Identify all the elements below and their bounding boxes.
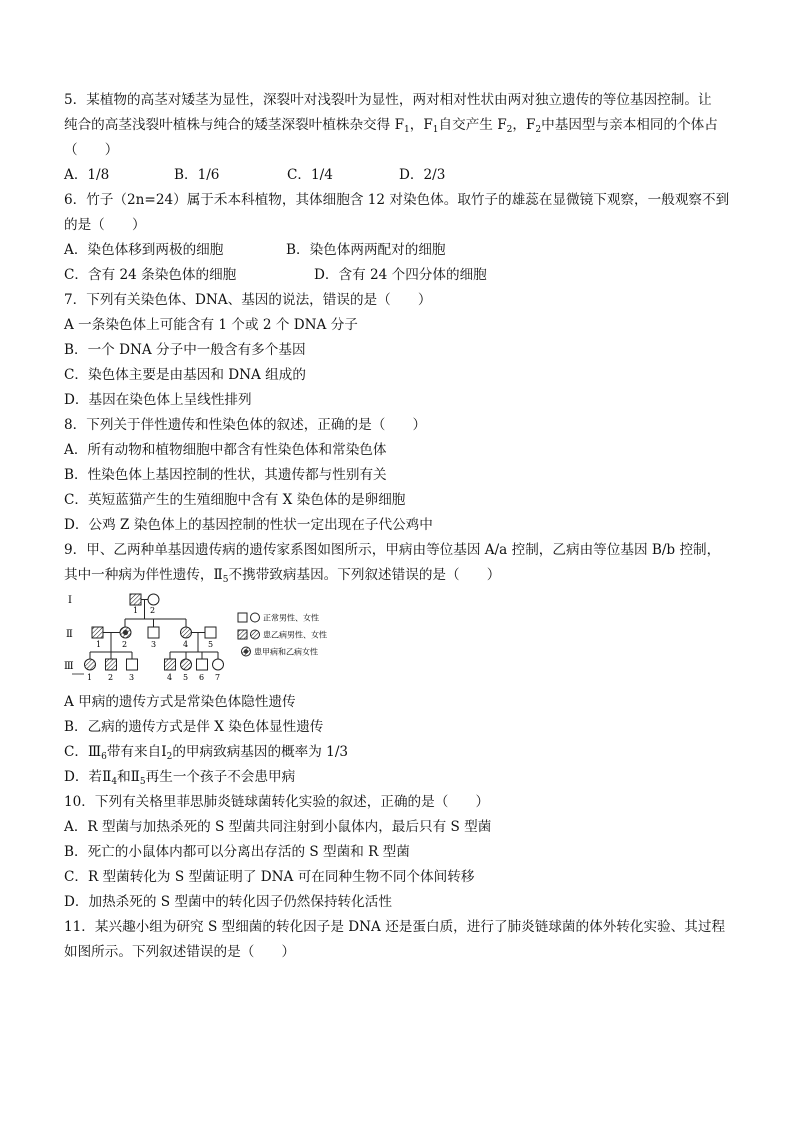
pedigree-num: 5 [183,673,189,682]
pedigree-II2-marker [123,630,128,635]
pedigree-III7-normal-female [213,659,224,670]
pedigree-num: 7 [215,673,221,682]
pedigree-II3-normal-male [148,627,159,638]
q6-option-d: D．含有 24 个四分体的细胞 [314,267,487,283]
legend-normal: 正常男性、女性 [263,613,319,623]
q5-line2-mid3: ，F [512,117,536,133]
q9-line2-sub: 5 [222,575,229,585]
pedigree-II1-affected-male [92,627,103,638]
q9-option-c-sub2: 2 [166,752,173,762]
q5-option-a: A．1/8 [64,167,110,183]
q6-option-c: C．含有 24 条染色体的细胞 [64,267,237,283]
q10-option-d: D．加热杀死的 S 型菌中的转化因子仍然保持转化活性 [64,894,392,910]
q8-option-d: D．公鸡 Z 染色体上的基因控制的性状一定出现在子代公鸡中 [64,517,433,533]
pedigree-num: 2 [150,606,156,615]
q7-stem: 7．下列有关染色体、DNA、基因的说法，错误的是（ ） [64,292,432,308]
pedigree-III6-normal-male [197,659,208,670]
pedigree-III1-affected-female [85,659,96,670]
pedigree-III3-normal-male [127,659,138,670]
pedigree-num: 5 [208,640,214,649]
pedigree-num: 3 [129,673,135,682]
pedigree-III2-affected-male [106,659,117,670]
q7-option-a: A 一条染色体上可能含有 1 个或 2 个 DNA 分子 [64,317,358,333]
q9-option-d-mid: 和Ⅱ [117,769,140,785]
gen-label-3: Ⅲ [64,661,74,672]
q9-option-c-pre: C．Ⅲ [64,744,102,760]
q6-option-a: A．染色体移到两极的细胞 [64,242,224,258]
q9-option-c-sub1: 6 [101,752,107,762]
pedigree-num: 4 [167,673,173,682]
q9-option-c [64,742,348,767]
q8-option-c: C．英短蓝猫产生的生殖细胞中含有 X 染色体的是卵细胞 [64,492,406,508]
q9-option-d-sub2: 5 [139,777,146,787]
pedigree-I2-normal-female [148,594,159,605]
gen-label-2: Ⅱ [66,629,73,640]
q10-option-b: B．死亡的小鼠体内都可以分离出存活的 S 型菌和 R 型菌 [64,844,410,860]
q11-line2: 如图所示。下列叙述错误的是（ ） [64,944,296,960]
q6-option-b: B．染色体两两配对的细胞 [286,242,446,258]
legend-normal-male-icon [238,613,247,622]
q9-option-c-post: 的甲病致病基因的概率为 1/3 [172,744,349,760]
q7-option-c: C．染色体主要是由基因和 DNA 组成的 [64,367,306,383]
q9-option-a: A 甲病的遗传方式是常染色体隐性遗传 [64,694,296,710]
pedigree-num: 4 [183,640,189,649]
q5-answer-blank: （ ） [64,142,119,158]
q5-sub: 2 [535,125,542,135]
pedigree-num: 3 [151,640,157,649]
q5-line2-mid1: ，F [409,117,433,133]
legend-both-diseases: 患甲病和乙病女性 [254,647,318,657]
pedigree-num: 1 [133,606,139,615]
q10-option-c: C．R 型菌转化为 S 型菌证明了 DNA 可在同种生物不同个体间转移 [64,869,475,885]
q8-option-b: B．性染色体上基因控制的性状，其遗传都与性别有关 [64,467,387,483]
q5-sub: 1 [432,125,439,135]
q6-line2: 的是（ ） [64,217,146,233]
q5-sub: 2 [506,125,513,135]
q5-option-d: D．2/3 [399,167,446,183]
pedigree-num: 1 [96,640,102,649]
q5-line2 [64,115,718,140]
q6-line1: 6．竹子（2n=24）属于禾本科植物，其体细胞含 12 对染色体。取竹子的雄蕊在显微镜下观察，一般观察不到 [64,192,730,208]
q9-line2-pre: 其中一种病为伴性遗传，Ⅱ [64,567,223,583]
q9-line2-post: 不携带致病基因。下列叙述错误的是（ ） [228,567,501,583]
pedigree-II5-normal-male [205,627,216,638]
pedigree-num: 1 [87,673,93,682]
q5-option-c: C．1/4 [287,167,333,183]
q10-option-a: A．R 型菌与加热杀死的 S 型菌共同注射到小鼠体内，最后只有 S 型菌 [64,819,492,835]
q5-line2-pre: 纯合的高茎浅裂叶植株与纯合的矮茎深裂叶植株杂交得 F [64,117,405,133]
q9-line1: 9．甲、乙两种单基因遗传病的遗传家系图如图所示，甲病由等位基因 A/a 控制，乙病由等位基因 B/b 控制， [64,542,721,558]
pedigree-num: 6 [199,673,205,682]
legend-affected-male-icon [238,630,247,639]
q5-option-b: B．1/6 [174,167,220,183]
q5-line1: 5．某植物的高茎对矮茎为显性，深裂叶对浅裂叶为显性，两对相对性状由两对独立遗传的等位基因控制。让 [64,92,712,108]
q7-option-b: B．一个 DNA 分子中一般含有多个基因 [64,342,306,358]
q5-line2-mid2: 自交产生 F [438,117,507,133]
pedigree-num: 2 [122,640,128,649]
pedigree-III5-affected-female [181,659,192,670]
q9-line2 [64,565,500,590]
q8-stem: 8．下列关于伴性遗传和性染色体的叙述，正确的是（ ） [64,417,427,433]
pedigree-III4-affected-male [165,659,176,670]
q9-option-d-post: 再生一个孩子不会患甲病 [145,769,296,785]
q9-option-d-pre: D．若Ⅱ [64,769,112,785]
legend-normal-female-icon [251,613,260,622]
gen-label-1: Ⅰ [68,595,72,606]
q5-sub: 1 [404,125,410,135]
legend-both-diseases-marker [244,649,248,653]
q9-option-c-mid: 带有来自Ⅰ [106,744,167,760]
q9-option-d-sub1: 4 [111,777,118,787]
pedigree-num: 2 [108,673,114,682]
legend-affected-female-icon [251,630,260,639]
q9-option-d [64,767,295,792]
q10-stem: 10．下列有关格里菲思肺炎链球菌转化实验的叙述，正确的是（ ） [64,794,490,810]
pedigree-II4-affected-female [181,627,192,638]
q7-option-d: D．基因在染色体上呈线性排列 [64,392,252,408]
q9-option-b: B．乙病的遗传方式是伴 X 染色体显性遗传 [64,719,324,735]
legend-disease-b: 患乙病男性、女性 [263,630,327,640]
q11-line1: 11．某兴趣小组为研究 S 型细菌的转化因子是 DNA 还是蛋白质，进行了肺炎链球菌的体外转化实验、其过程 [64,919,726,935]
pedigree-figure [60,589,460,689]
q5-line2-post: 中基因型与亲本相同的个体占 [541,117,718,133]
q8-option-a: A．所有动物和植物细胞中都含有性染色体和常染色体 [64,442,387,458]
pedigree-I1-affected-male [130,594,141,605]
